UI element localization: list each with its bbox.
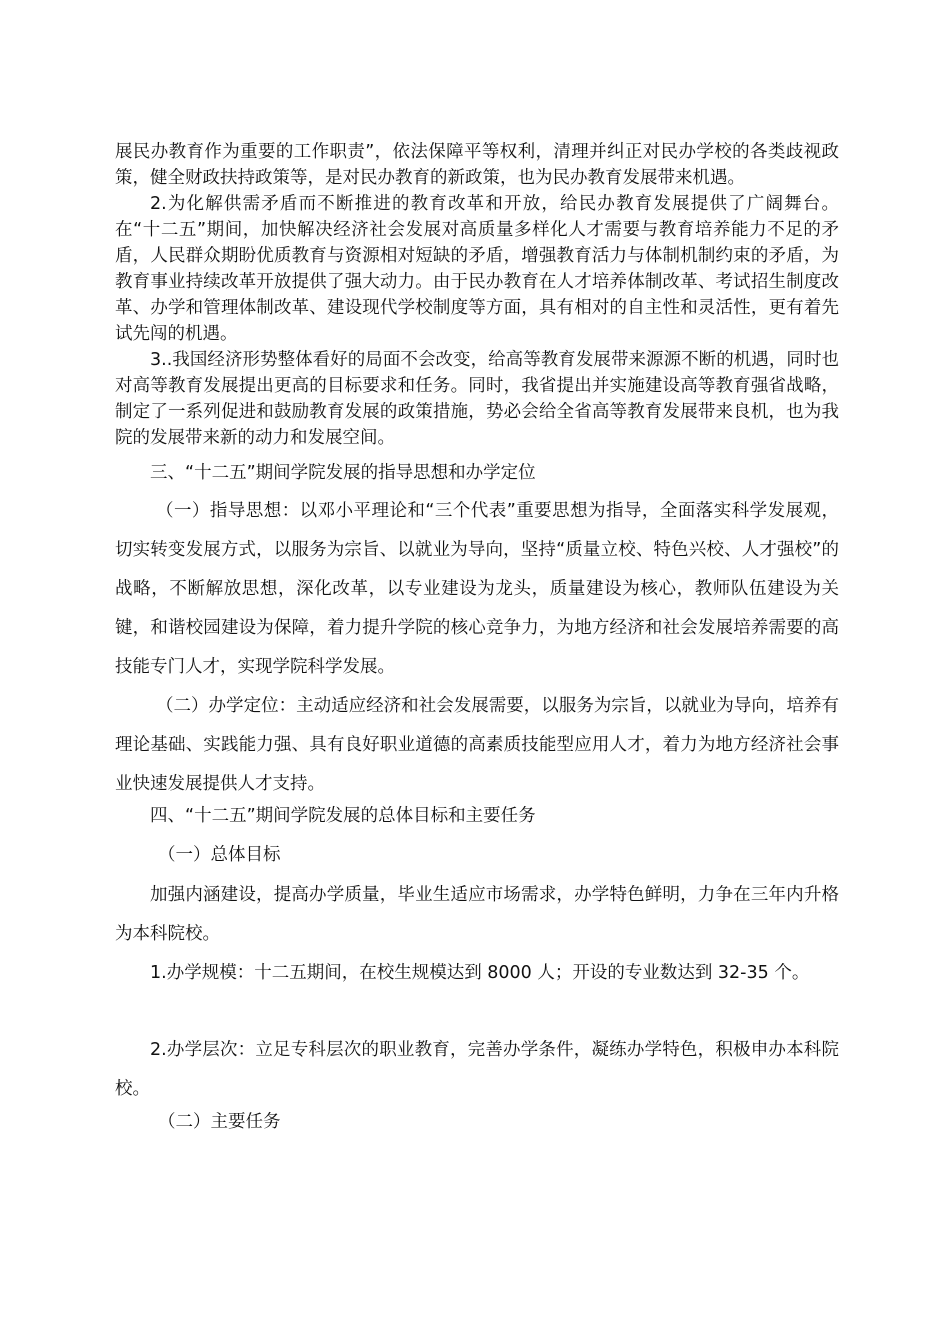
subheading-main-tasks: （二）主要任务 xyxy=(158,1112,281,1132)
paragraph-school-level: 2.办学层次：立足专科层次的职业教育，完善办学条件，凝练办学特色，积极申办本科院校。 xyxy=(115,1040,839,1099)
paragraph-overall-goal: 加强内涵建设，提高办学质量，毕业生适应市场需求，办学特色鲜明，力争在三年内升格为本科院校。 xyxy=(115,885,839,944)
paragraph-economic-opportunity: 3..我国经济形势整体看好的局面不会改变，给高等教育发展带来源源不断的机遇，同时也对高等教育发展提出更高的目标要求和任务。同时，我省提出并实施建设高等教育强省战略，制定了一系列促进和鼓励教育发展的政策措施，势必会给全省高等教育发展带来良机，也为我院的发展带来新的动力和发展空间。 xyxy=(115,350,839,448)
paragraph-private-education-policy: 展民办教育作为重要的工作职责”，依法保障平等权利，清理并纠正对民办学校的各类歧视政策，健全财政扶持政策等，是对民办教育的新政策，也为民办教育发展带来机遇。 xyxy=(115,142,839,188)
opportunity-section xyxy=(115,139,839,451)
paragraph-school-scale: 1.办学规模：十二五期间，在校生规模达到 8000 人；开设的专业数达到 32-35 个。 xyxy=(150,963,810,983)
section-heading-three: 三、“十二五”期间学院发展的指导思想和办学定位 xyxy=(150,463,536,483)
paragraph-guiding-ideology: （一）指导思想：以邓小平理论和“三个代表”重要思想为指导，全面落实科学发展观，切实转变发展方式，以服务为宗旨、以就业为导向，坚持“质量立校、特色兴校、人才强校”的战略，不断解放思想，深化改革，以专业建设为龙头，质量建设为核心，教师队伍建设为关键，和谐校园建设为保障，着力提升学院的核心竞争力，为地方经济和社会发展培养需要的高技能专门人才，实现学院科学发展。 xyxy=(115,501,839,677)
subheading-overall-goal: （一）总体目标 xyxy=(158,845,281,865)
paragraph-school-positioning: （二）办学定位：主动适应经济和社会发展需要，以服务为宗旨，以就业为导向，培养有理论基础、实践能力强、具有良好职业道德的高素质技能型应用人才，着力为地方经济社会事业快速发展提供人才支持。 xyxy=(115,696,839,794)
section-heading-four: 四、“十二五”期间学院发展的总体目标和主要任务 xyxy=(150,806,536,826)
paragraph-reform-opportunity: 2.为化解供需矛盾而不断推进的教育改革和开放，给民办教育发展提供了广阔舞台。在“十二五”期间，加快解决经济社会发展对高质量多样化人才需要与教育培养能力不足的矛盾，人民群众期盼优质教育与资源相对短缺的矛盾，增强教育活力与体制机制约束的矛盾，为教育事业持续改革开放提供了强大动力。由于民办教育在人才培养体制改革、考试招生制度改革、办学和管理体制改革、建设现代学校制度等方面，具有相对的自主性和灵活性，更有着先试先闯的机遇。 xyxy=(115,194,839,344)
